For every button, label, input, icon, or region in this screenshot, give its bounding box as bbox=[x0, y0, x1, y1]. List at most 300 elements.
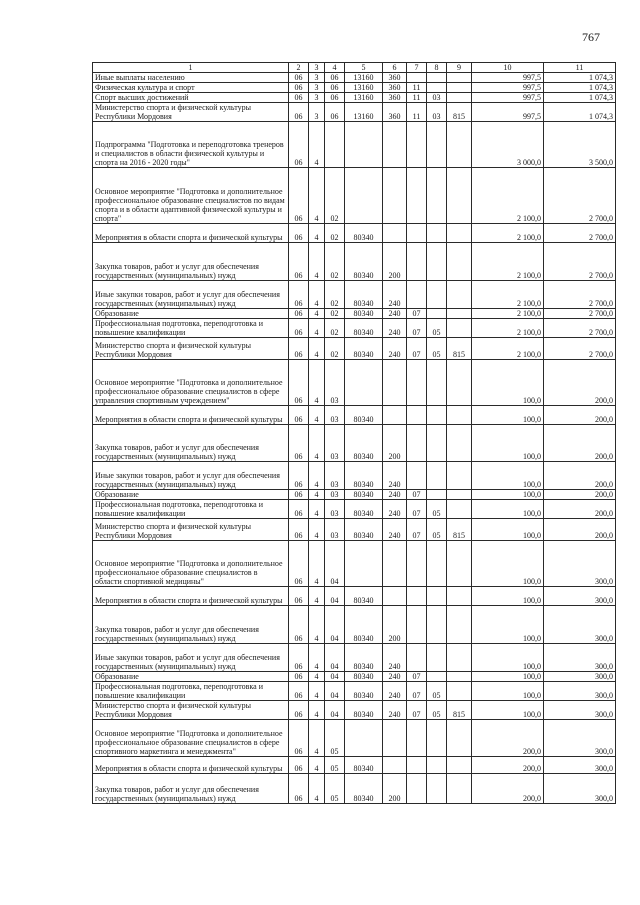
cell-c7 bbox=[407, 281, 427, 309]
cell-c2: 06 bbox=[289, 606, 309, 644]
cell-c2: 06 bbox=[289, 406, 309, 425]
cell-c9 bbox=[447, 319, 472, 338]
cell-c8 bbox=[427, 168, 447, 224]
cell-c5: 80340 bbox=[345, 224, 383, 243]
table-row bbox=[93, 73, 616, 83]
cell-c3: 4 bbox=[309, 224, 325, 243]
cell-c7: 11 bbox=[407, 83, 427, 93]
cell-c9: 815 bbox=[447, 701, 472, 720]
cell-c6: 240 bbox=[383, 462, 407, 490]
cell-c2: 06 bbox=[289, 73, 309, 83]
cell-c2: 06 bbox=[289, 701, 309, 720]
cell-c5: 13160 bbox=[345, 83, 383, 93]
cell-c2: 06 bbox=[289, 541, 309, 587]
cell-c6: 240 bbox=[383, 338, 407, 360]
cell-amount-2019: 100,0 bbox=[472, 541, 544, 587]
cell-c6 bbox=[383, 360, 407, 406]
cell-c8 bbox=[427, 83, 447, 93]
cell-amount-2020: 200,0 bbox=[544, 425, 616, 462]
row-name: Мероприятия в области спорта и физической культуры bbox=[93, 587, 289, 606]
cell-c6 bbox=[383, 168, 407, 224]
cell-c7: 07 bbox=[407, 701, 427, 720]
cell-amount-2020: 300,0 bbox=[544, 644, 616, 672]
cell-c5: 13160 bbox=[345, 73, 383, 83]
page-number: 767 bbox=[582, 30, 600, 44]
cell-c3: 4 bbox=[309, 519, 325, 541]
cell-c2: 06 bbox=[289, 338, 309, 360]
cell-c4: 04 bbox=[325, 701, 345, 720]
cell-c7 bbox=[407, 541, 427, 587]
cell-c8 bbox=[427, 309, 447, 319]
table-body bbox=[93, 73, 616, 804]
cell-c8 bbox=[427, 587, 447, 606]
header-row bbox=[93, 63, 616, 73]
cell-c7 bbox=[407, 462, 427, 490]
cell-c7: 07 bbox=[407, 319, 427, 338]
row-name: Закупка товаров, работ и услуг для обеспечения государственных (муниципальных) нужд bbox=[93, 243, 289, 281]
cell-c9 bbox=[447, 606, 472, 644]
row-name: Мероприятия в области спорта и физической культуры bbox=[93, 406, 289, 425]
cell-c6 bbox=[383, 541, 407, 587]
cell-c3: 4 bbox=[309, 606, 325, 644]
cell-c5: 80340 bbox=[345, 519, 383, 541]
cell-c6: 240 bbox=[383, 309, 407, 319]
cell-c8 bbox=[427, 672, 447, 682]
cell-amount-2019: 100,0 bbox=[472, 682, 544, 701]
cell-c8 bbox=[427, 774, 447, 804]
cell-c7 bbox=[407, 774, 427, 804]
cell-c8: 05 bbox=[427, 701, 447, 720]
row-name: Министерство спорта и физической культуры Республики Мордовия bbox=[93, 103, 289, 122]
cell-c7: 07 bbox=[407, 338, 427, 360]
cell-c2: 06 bbox=[289, 281, 309, 309]
cell-c6: 360 bbox=[383, 103, 407, 122]
cell-c7 bbox=[407, 644, 427, 672]
table-row bbox=[93, 425, 616, 462]
row-name: Министерство спорта и физической культуры Республики Мордовия bbox=[93, 338, 289, 360]
table-row bbox=[93, 93, 616, 103]
cell-c6: 240 bbox=[383, 281, 407, 309]
cell-c7: 07 bbox=[407, 490, 427, 500]
table-row bbox=[93, 168, 616, 224]
cell-c7 bbox=[407, 224, 427, 243]
cell-c5: 80340 bbox=[345, 701, 383, 720]
cell-c2: 06 bbox=[289, 774, 309, 804]
cell-c9 bbox=[447, 672, 472, 682]
cell-c9 bbox=[447, 224, 472, 243]
cell-c9 bbox=[447, 83, 472, 93]
cell-c4: 02 bbox=[325, 338, 345, 360]
col-header: 4 bbox=[325, 63, 345, 73]
cell-c3: 4 bbox=[309, 406, 325, 425]
cell-c8: 05 bbox=[427, 682, 447, 701]
cell-c2: 06 bbox=[289, 425, 309, 462]
row-name: Образование bbox=[93, 672, 289, 682]
cell-amount-2020: 1 074,3 bbox=[544, 73, 616, 83]
cell-c4: 06 bbox=[325, 93, 345, 103]
cell-amount-2020: 2 700,0 bbox=[544, 168, 616, 224]
col-header: 3 bbox=[309, 63, 325, 73]
cell-c4: 03 bbox=[325, 360, 345, 406]
table-row bbox=[93, 319, 616, 338]
cell-c7 bbox=[407, 425, 427, 462]
table-row bbox=[93, 103, 616, 122]
cell-amount-2019: 100,0 bbox=[472, 672, 544, 682]
cell-amount-2020: 200,0 bbox=[544, 519, 616, 541]
cell-c3: 3 bbox=[309, 83, 325, 93]
cell-c8 bbox=[427, 122, 447, 168]
cell-amount-2019: 997,5 bbox=[472, 103, 544, 122]
cell-amount-2020: 200,0 bbox=[544, 360, 616, 406]
cell-c5: 80340 bbox=[345, 281, 383, 309]
cell-c7 bbox=[407, 243, 427, 281]
cell-c8: 03 bbox=[427, 93, 447, 103]
cell-amount-2020: 300,0 bbox=[544, 587, 616, 606]
cell-c5: 80340 bbox=[345, 682, 383, 701]
cell-c7 bbox=[407, 757, 427, 774]
cell-amount-2020: 300,0 bbox=[544, 606, 616, 644]
cell-amount-2019: 100,0 bbox=[472, 406, 544, 425]
col-header: 11 bbox=[544, 63, 616, 73]
table-row bbox=[93, 309, 616, 319]
cell-c8 bbox=[427, 425, 447, 462]
table-row bbox=[93, 774, 616, 804]
cell-c3: 4 bbox=[309, 309, 325, 319]
cell-c4: 04 bbox=[325, 672, 345, 682]
col-header: 2 bbox=[289, 63, 309, 73]
row-name: Профессиональная подготовка, переподготовка и повышение квалификации bbox=[93, 682, 289, 701]
cell-amount-2019: 100,0 bbox=[472, 462, 544, 490]
cell-c3: 4 bbox=[309, 462, 325, 490]
cell-c8 bbox=[427, 720, 447, 757]
cell-c8: 05 bbox=[427, 338, 447, 360]
cell-c5: 80340 bbox=[345, 338, 383, 360]
row-name: Профессиональная подготовка, переподготовка и повышение квалификации bbox=[93, 500, 289, 519]
cell-c3: 4 bbox=[309, 701, 325, 720]
table-row bbox=[93, 672, 616, 682]
table-row bbox=[93, 281, 616, 309]
table-row bbox=[93, 406, 616, 425]
col-header: 8 bbox=[427, 63, 447, 73]
cell-c9 bbox=[447, 720, 472, 757]
cell-c6: 240 bbox=[383, 672, 407, 682]
cell-c4: 02 bbox=[325, 243, 345, 281]
cell-amount-2020: 2 700,0 bbox=[544, 224, 616, 243]
cell-c3: 4 bbox=[309, 774, 325, 804]
cell-c7 bbox=[407, 168, 427, 224]
cell-c3: 4 bbox=[309, 243, 325, 281]
cell-c5: 80340 bbox=[345, 757, 383, 774]
cell-c7: 07 bbox=[407, 500, 427, 519]
cell-c7: 07 bbox=[407, 519, 427, 541]
cell-amount-2019: 997,5 bbox=[472, 83, 544, 93]
cell-c2: 06 bbox=[289, 309, 309, 319]
cell-c8 bbox=[427, 243, 447, 281]
cell-c5: 80340 bbox=[345, 462, 383, 490]
cell-c5: 13160 bbox=[345, 103, 383, 122]
cell-c8: 05 bbox=[427, 500, 447, 519]
row-name: Иные закупки товаров, работ и услуг для обеспечения государственных (муниципальных) нужд bbox=[93, 281, 289, 309]
cell-c2: 06 bbox=[289, 500, 309, 519]
row-name: Закупка товаров, работ и услуг для обеспечения государственных (муниципальных) нужд bbox=[93, 425, 289, 462]
cell-amount-2020: 2 700,0 bbox=[544, 309, 616, 319]
cell-c6 bbox=[383, 757, 407, 774]
cell-c2: 06 bbox=[289, 490, 309, 500]
cell-c8: 03 bbox=[427, 103, 447, 122]
row-name: Физическая культура и спорт bbox=[93, 83, 289, 93]
cell-c8 bbox=[427, 462, 447, 490]
table-row bbox=[93, 720, 616, 757]
cell-c4: 02 bbox=[325, 168, 345, 224]
cell-c3: 4 bbox=[309, 360, 325, 406]
cell-amount-2019: 100,0 bbox=[472, 606, 544, 644]
cell-c9 bbox=[447, 243, 472, 281]
cell-amount-2019: 2 100,0 bbox=[472, 309, 544, 319]
cell-c3: 4 bbox=[309, 757, 325, 774]
cell-c6: 240 bbox=[383, 500, 407, 519]
cell-c9 bbox=[447, 500, 472, 519]
cell-amount-2020: 200,0 bbox=[544, 462, 616, 490]
cell-c2: 06 bbox=[289, 319, 309, 338]
cell-c6: 240 bbox=[383, 701, 407, 720]
cell-c9: 815 bbox=[447, 338, 472, 360]
cell-c3: 4 bbox=[309, 281, 325, 309]
row-name: Министерство спорта и физической культуры Республики Мордовия bbox=[93, 519, 289, 541]
cell-c4: 04 bbox=[325, 541, 345, 587]
cell-amount-2019: 2 100,0 bbox=[472, 281, 544, 309]
cell-c4: 04 bbox=[325, 606, 345, 644]
cell-amount-2020: 300,0 bbox=[544, 682, 616, 701]
cell-c2: 06 bbox=[289, 682, 309, 701]
cell-c7 bbox=[407, 720, 427, 757]
cell-amount-2020: 200,0 bbox=[544, 406, 616, 425]
cell-amount-2019: 100,0 bbox=[472, 644, 544, 672]
cell-c2: 06 bbox=[289, 720, 309, 757]
cell-c2: 06 bbox=[289, 224, 309, 243]
row-name: Образование bbox=[93, 490, 289, 500]
cell-amount-2019: 100,0 bbox=[472, 587, 544, 606]
cell-c6: 240 bbox=[383, 490, 407, 500]
cell-c9 bbox=[447, 309, 472, 319]
cell-c6: 200 bbox=[383, 243, 407, 281]
cell-c4: 06 bbox=[325, 83, 345, 93]
row-name: Иные закупки товаров, работ и услуг для обеспечения государственных (муниципальных) нужд bbox=[93, 462, 289, 490]
cell-c9: 815 bbox=[447, 103, 472, 122]
cell-amount-2019: 100,0 bbox=[472, 425, 544, 462]
cell-c9 bbox=[447, 168, 472, 224]
cell-c9 bbox=[447, 122, 472, 168]
cell-c4: 05 bbox=[325, 774, 345, 804]
cell-c5: 80340 bbox=[345, 672, 383, 682]
cell-c2: 06 bbox=[289, 672, 309, 682]
row-name: Закупка товаров, работ и услуг для обеспечения государственных (муниципальных) нужд bbox=[93, 774, 289, 804]
cell-amount-2019: 997,5 bbox=[472, 93, 544, 103]
cell-amount-2019: 100,0 bbox=[472, 360, 544, 406]
cell-c2: 06 bbox=[289, 757, 309, 774]
cell-c8 bbox=[427, 281, 447, 309]
cell-c4: 05 bbox=[325, 757, 345, 774]
row-name: Образование bbox=[93, 309, 289, 319]
cell-amount-2020: 300,0 bbox=[544, 541, 616, 587]
cell-c4: 04 bbox=[325, 682, 345, 701]
cell-c4: 06 bbox=[325, 73, 345, 83]
cell-c8 bbox=[427, 757, 447, 774]
cell-c8 bbox=[427, 644, 447, 672]
cell-amount-2020: 300,0 bbox=[544, 757, 616, 774]
table-row bbox=[93, 490, 616, 500]
cell-c4: 05 bbox=[325, 720, 345, 757]
cell-c6: 360 bbox=[383, 73, 407, 83]
cell-c6 bbox=[383, 587, 407, 606]
row-name: Мероприятия в области спорта и физической культуры bbox=[93, 224, 289, 243]
cell-amount-2020: 2 700,0 bbox=[544, 338, 616, 360]
cell-c2: 06 bbox=[289, 360, 309, 406]
cell-c3: 4 bbox=[309, 319, 325, 338]
cell-c4: 02 bbox=[325, 319, 345, 338]
cell-amount-2019: 100,0 bbox=[472, 701, 544, 720]
table-row bbox=[93, 224, 616, 243]
table-row bbox=[93, 541, 616, 587]
cell-c3: 4 bbox=[309, 168, 325, 224]
cell-c9 bbox=[447, 587, 472, 606]
cell-c3: 3 bbox=[309, 73, 325, 83]
cell-c5: 80340 bbox=[345, 774, 383, 804]
table-row bbox=[93, 757, 616, 774]
cell-amount-2020: 1 074,3 bbox=[544, 93, 616, 103]
cell-c2: 06 bbox=[289, 462, 309, 490]
cell-c5: 80340 bbox=[345, 606, 383, 644]
cell-amount-2019: 2 100,0 bbox=[472, 168, 544, 224]
cell-amount-2019: 997,5 bbox=[472, 73, 544, 83]
cell-c9 bbox=[447, 490, 472, 500]
cell-c5: 80340 bbox=[345, 587, 383, 606]
table-row bbox=[93, 682, 616, 701]
cell-c4: 03 bbox=[325, 425, 345, 462]
cell-amount-2019: 100,0 bbox=[472, 500, 544, 519]
cell-amount-2020: 200,0 bbox=[544, 500, 616, 519]
cell-c7: 07 bbox=[407, 672, 427, 682]
cell-c4: 02 bbox=[325, 309, 345, 319]
cell-c9 bbox=[447, 682, 472, 701]
table-row bbox=[93, 83, 616, 93]
row-name: Иные выплаты населению bbox=[93, 73, 289, 83]
cell-amount-2020: 2 700,0 bbox=[544, 281, 616, 309]
row-name: Профессиональная подготовка, переподготовка и повышение квалификации bbox=[93, 319, 289, 338]
row-name: Иные закупки товаров, работ и услуг для обеспечения государственных (муниципальных) нужд bbox=[93, 644, 289, 672]
cell-c5: 80340 bbox=[345, 319, 383, 338]
cell-amount-2020: 2 700,0 bbox=[544, 243, 616, 281]
table-row bbox=[93, 606, 616, 644]
cell-c9 bbox=[447, 281, 472, 309]
cell-c6: 240 bbox=[383, 644, 407, 672]
cell-c2: 06 bbox=[289, 519, 309, 541]
cell-c3: 3 bbox=[309, 93, 325, 103]
row-name: Спорт высших достижений bbox=[93, 93, 289, 103]
cell-c8 bbox=[427, 360, 447, 406]
cell-c7: 11 bbox=[407, 93, 427, 103]
cell-c9 bbox=[447, 73, 472, 83]
cell-amount-2019: 2 100,0 bbox=[472, 243, 544, 281]
cell-c6 bbox=[383, 122, 407, 168]
cell-amount-2020: 200,0 bbox=[544, 490, 616, 500]
cell-c3: 4 bbox=[309, 672, 325, 682]
cell-c9 bbox=[447, 541, 472, 587]
cell-c5 bbox=[345, 541, 383, 587]
cell-c4: 03 bbox=[325, 490, 345, 500]
cell-c9 bbox=[447, 425, 472, 462]
cell-c2: 06 bbox=[289, 122, 309, 168]
cell-amount-2019: 200,0 bbox=[472, 774, 544, 804]
cell-c6: 200 bbox=[383, 425, 407, 462]
cell-c4: 02 bbox=[325, 281, 345, 309]
table-row bbox=[93, 587, 616, 606]
table-row bbox=[93, 338, 616, 360]
row-name: Основное мероприятие "Подготовка и дополнительное профессиональное образование специалистов в сфере управления спортивным учреждением" bbox=[93, 360, 289, 406]
cell-c6 bbox=[383, 224, 407, 243]
row-name: Закупка товаров, работ и услуг для обеспечения государственных (муниципальных) нужд bbox=[93, 606, 289, 644]
table-row bbox=[93, 519, 616, 541]
cell-amount-2020: 1 074,3 bbox=[544, 83, 616, 93]
cell-c9 bbox=[447, 462, 472, 490]
cell-c5: 80340 bbox=[345, 500, 383, 519]
cell-c5 bbox=[345, 720, 383, 757]
cell-c7 bbox=[407, 587, 427, 606]
cell-c9 bbox=[447, 93, 472, 103]
cell-c8 bbox=[427, 606, 447, 644]
cell-c2: 06 bbox=[289, 644, 309, 672]
table-row bbox=[93, 462, 616, 490]
cell-c6: 200 bbox=[383, 774, 407, 804]
cell-amount-2020: 2 700,0 bbox=[544, 319, 616, 338]
cell-c6 bbox=[383, 406, 407, 425]
cell-c9 bbox=[447, 644, 472, 672]
cell-c2: 06 bbox=[289, 93, 309, 103]
cell-c9: 815 bbox=[447, 519, 472, 541]
cell-c7 bbox=[407, 122, 427, 168]
cell-c8: 05 bbox=[427, 519, 447, 541]
cell-c4: 04 bbox=[325, 644, 345, 672]
cell-c6: 240 bbox=[383, 319, 407, 338]
cell-c8 bbox=[427, 73, 447, 83]
cell-amount-2019: 2 100,0 bbox=[472, 224, 544, 243]
cell-c6 bbox=[383, 720, 407, 757]
table-row bbox=[93, 701, 616, 720]
cell-amount-2020: 300,0 bbox=[544, 720, 616, 757]
cell-c8: 05 bbox=[427, 319, 447, 338]
row-name: Основное мероприятие "Подготовка и дополнительное профессиональное образование специалистов в сфере спортивного маркетинга и менеджмента" bbox=[93, 720, 289, 757]
cell-c4 bbox=[325, 122, 345, 168]
cell-c4: 03 bbox=[325, 462, 345, 490]
cell-c7 bbox=[407, 606, 427, 644]
row-name: Основное мероприятие "Подготовка и дополнительное профессиональное образование специалистов в области спортивной медицины" bbox=[93, 541, 289, 587]
cell-c3: 4 bbox=[309, 122, 325, 168]
cell-c5: 80340 bbox=[345, 309, 383, 319]
col-header: 5 bbox=[345, 63, 383, 73]
cell-c7: 11 bbox=[407, 103, 427, 122]
cell-c4: 04 bbox=[325, 587, 345, 606]
cell-c2: 06 bbox=[289, 83, 309, 93]
cell-c9 bbox=[447, 406, 472, 425]
cell-c2: 06 bbox=[289, 243, 309, 281]
cell-c3: 4 bbox=[309, 720, 325, 757]
col-header: 6 bbox=[383, 63, 407, 73]
cell-c3: 4 bbox=[309, 500, 325, 519]
cell-c7 bbox=[407, 360, 427, 406]
cell-amount-2019: 100,0 bbox=[472, 519, 544, 541]
cell-c5: 80340 bbox=[345, 243, 383, 281]
cell-c9 bbox=[447, 757, 472, 774]
cell-c2: 06 bbox=[289, 168, 309, 224]
